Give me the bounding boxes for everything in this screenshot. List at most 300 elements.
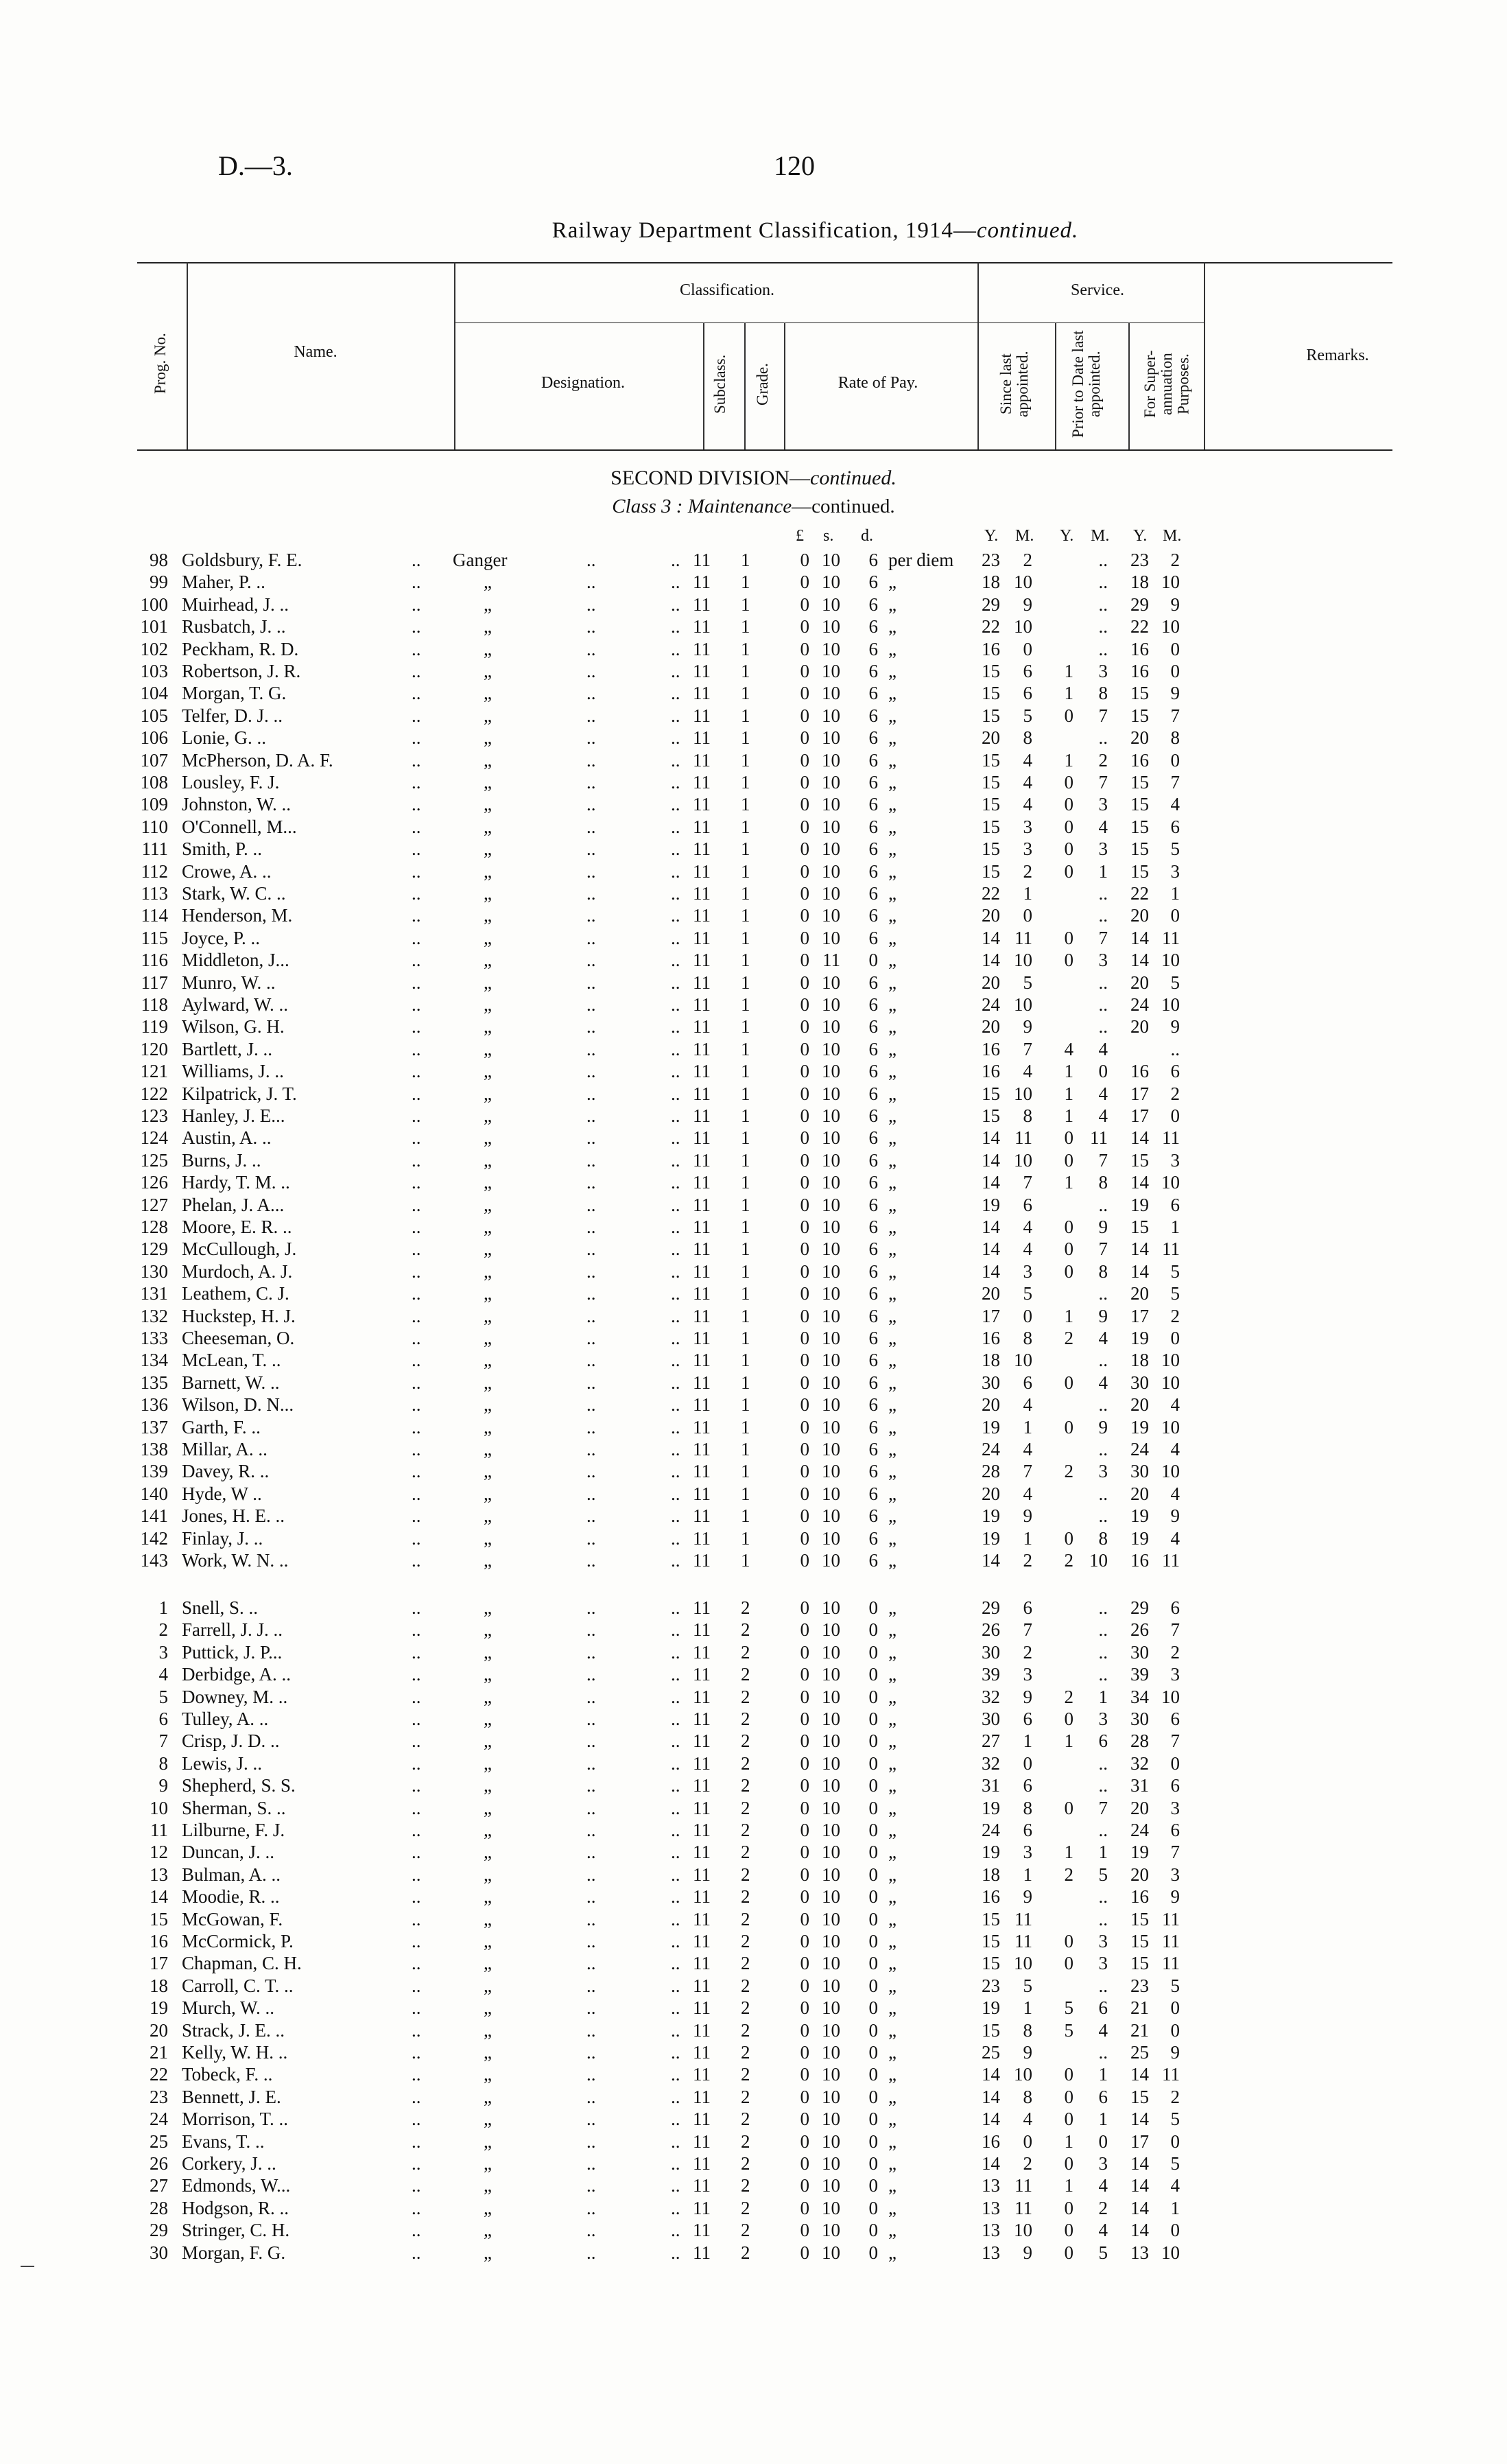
cell-grade: 1 bbox=[741, 727, 750, 749]
cell-grade: 1 bbox=[741, 749, 750, 771]
cell-prog-no: 20 bbox=[150, 2019, 168, 2041]
cell-since-years: 14 bbox=[982, 1550, 1000, 1571]
cell-grade: 1 bbox=[741, 772, 750, 793]
cell-prog-no: 4 bbox=[158, 1664, 168, 1685]
cell-pay-shillings: 10 bbox=[822, 927, 840, 948]
table-row bbox=[0, 1708, 1507, 1730]
table-row bbox=[0, 1016, 1507, 1037]
leader-dots: .. bbox=[412, 2153, 421, 2174]
leader-dots: .. bbox=[671, 1619, 680, 1641]
cell-pay-shillings: 10 bbox=[822, 905, 840, 926]
cell-pay-pounds: 0 bbox=[800, 1260, 809, 1282]
cell-prior-years: 1 bbox=[1064, 1172, 1073, 1193]
cell-grade: 1 bbox=[741, 1038, 750, 1059]
cell-subclass: 11 bbox=[693, 1842, 711, 1863]
cell-since-years: 19 bbox=[982, 1797, 1000, 1818]
cell-pay-pence: 6 bbox=[868, 1061, 878, 1082]
cell-prior-months: 1 bbox=[1098, 2109, 1108, 2130]
cell-pay-shillings: 10 bbox=[822, 1483, 840, 1504]
cell-pay-pounds: 0 bbox=[800, 2242, 809, 2263]
cell-pay-pounds: 0 bbox=[800, 883, 809, 904]
cell-grade: 1 bbox=[741, 1505, 750, 1527]
cell-pay-unit: „ bbox=[888, 1083, 897, 1104]
cell-designation: „ bbox=[484, 2086, 492, 2107]
leader-dots: .. bbox=[586, 1260, 596, 1282]
cell-grade: 2 bbox=[741, 2175, 750, 2196]
cell-designation: „ bbox=[484, 1886, 492, 1908]
leader-dots: .. bbox=[412, 572, 421, 593]
cell-name: Strack, J. E. .. bbox=[182, 2019, 285, 2041]
cell-subclass: 11 bbox=[693, 1305, 711, 1326]
cell-super-months: 7 bbox=[1170, 1619, 1180, 1641]
cell-grade: 1 bbox=[741, 1083, 750, 1104]
table-row bbox=[0, 1752, 1507, 1774]
cell-subclass: 11 bbox=[693, 638, 711, 659]
leader-dots: .. bbox=[586, 1619, 596, 1641]
cell-prior-months: 1 bbox=[1098, 1842, 1108, 1863]
cell-super-months: 9 bbox=[1170, 1016, 1180, 1037]
cell-prior-years: 1 bbox=[1064, 749, 1073, 771]
leader-dots: .. bbox=[671, 2220, 680, 2241]
cell-pay-shillings: 10 bbox=[822, 2019, 840, 2041]
leader-dots: .. bbox=[671, 972, 680, 993]
cell-prior-years: 0 bbox=[1064, 1931, 1073, 1951]
table-row bbox=[0, 549, 1507, 571]
cell-name: Peckham, R. D. bbox=[182, 638, 299, 659]
cell-designation: „ bbox=[484, 1083, 492, 1104]
cell-pay-pence: 6 bbox=[868, 1550, 878, 1571]
cell-designation: „ bbox=[484, 1461, 492, 1482]
cell-super-years: 20 bbox=[1130, 1483, 1149, 1504]
cell-since-years: 19 bbox=[982, 1505, 1000, 1527]
cell-since-years: 29 bbox=[982, 594, 1000, 615]
cell-pay-pence: 0 bbox=[868, 950, 878, 971]
cell-subclass: 11 bbox=[693, 1016, 711, 1037]
cell-name: Lewis, J. .. bbox=[182, 1752, 262, 1774]
leader-dots: .. bbox=[671, 1461, 680, 1482]
cell-name: Bartlett, J. .. bbox=[182, 1038, 272, 1059]
leader-dots: .. bbox=[671, 1061, 680, 1082]
cell-grade: 1 bbox=[741, 1328, 750, 1348]
cell-subclass: 11 bbox=[693, 2153, 711, 2174]
leader-dots: .. bbox=[412, 550, 421, 570]
cell-pay-shillings: 10 bbox=[822, 1194, 840, 1215]
cell-since-months: 10 bbox=[1014, 1350, 1032, 1371]
table-row bbox=[0, 1619, 1507, 1641]
cell-since-years: 24 bbox=[982, 1439, 1000, 1459]
leader-dots: .. bbox=[412, 1953, 421, 1974]
cell-since-years: 19 bbox=[982, 1527, 1000, 1549]
leader-dots: .. bbox=[412, 1505, 421, 1527]
cell-super-months: 10 bbox=[1161, 572, 1180, 593]
cell-prior-years: 1 bbox=[1064, 1730, 1073, 1752]
cell-name: Morgan, T. G. bbox=[182, 683, 287, 704]
cell-name: Burns, J. .. bbox=[182, 1149, 261, 1171]
cell-prior-months: 4 bbox=[1098, 2019, 1108, 2041]
cell-prior-years: 1 bbox=[1064, 1061, 1073, 1082]
leader-dots: .. bbox=[671, 1328, 680, 1348]
cell-subclass: 11 bbox=[693, 2242, 711, 2263]
cell-pay-unit: „ bbox=[888, 1127, 897, 1149]
leader-dots: .. bbox=[586, 705, 596, 726]
table-row bbox=[0, 1060, 1507, 1082]
cell-designation: „ bbox=[484, 772, 492, 793]
cell-prior-years: 1 bbox=[1064, 1842, 1073, 1863]
cell-since-months: 11 bbox=[1014, 927, 1032, 948]
cell-super-years: 20 bbox=[1130, 1016, 1149, 1037]
cell-name: Morgan, F. G. bbox=[182, 2242, 286, 2263]
leader-dots: .. bbox=[671, 1953, 680, 1974]
cell-pay-pounds: 0 bbox=[800, 1908, 809, 1929]
leader-dots: .. bbox=[586, 772, 596, 793]
cell-prog-no: 127 bbox=[140, 1194, 168, 1215]
cell-since-months: 10 bbox=[1014, 2220, 1032, 2241]
cell-prior-years: 1 bbox=[1064, 661, 1073, 681]
cell-super-months: 10 bbox=[1161, 1461, 1180, 1482]
cell-designation: „ bbox=[484, 1217, 492, 1237]
cell-designation: „ bbox=[484, 2197, 492, 2218]
cell-prior-years: 0 bbox=[1064, 927, 1073, 948]
cell-pay-shillings: 10 bbox=[822, 727, 840, 749]
leader-dots: .. bbox=[586, 1775, 596, 1796]
cell-subclass: 11 bbox=[693, 1864, 711, 1885]
cell-prior-years: 0 bbox=[1064, 2086, 1073, 2107]
cell-pay-pence: 6 bbox=[868, 1260, 878, 1282]
table-row bbox=[0, 1483, 1507, 1505]
cell-grade: 2 bbox=[741, 1619, 750, 1641]
leader-dots: .. bbox=[586, 1527, 596, 1549]
cell-designation: „ bbox=[484, 638, 492, 659]
cell-since-years: 13 bbox=[982, 2197, 1000, 2218]
cell-super-years: 22 bbox=[1130, 883, 1149, 904]
cell-designation: „ bbox=[484, 1505, 492, 1527]
cell-super-years: 30 bbox=[1130, 1461, 1149, 1482]
cell-prior-months: 6 bbox=[1098, 2086, 1108, 2107]
cell-super-months: 2 bbox=[1170, 1083, 1180, 1104]
cell-pay-pence: 6 bbox=[868, 905, 878, 926]
table-row bbox=[0, 949, 1507, 971]
cell-pay-unit: „ bbox=[888, 1483, 897, 1504]
cell-subclass: 11 bbox=[693, 2109, 711, 2130]
cell-since-months: 3 bbox=[1023, 1664, 1032, 1685]
leader-dots: .. bbox=[412, 749, 421, 771]
cell-super-years: 16 bbox=[1130, 661, 1149, 681]
leader-dots: .. bbox=[412, 860, 421, 882]
cell-name: Muirhead, J. .. bbox=[182, 594, 289, 615]
cell-pay-unit: „ bbox=[888, 2197, 897, 2218]
cell-pay-pence: 0 bbox=[868, 2197, 878, 2218]
leader-dots: .. bbox=[412, 994, 421, 1015]
cell-pay-pounds: 0 bbox=[800, 1842, 809, 1863]
cell-since-months: 0 bbox=[1023, 2131, 1032, 2152]
cell-since-months: 1 bbox=[1023, 883, 1032, 904]
cell-pay-pounds: 0 bbox=[800, 2019, 809, 2041]
cell-designation: „ bbox=[484, 705, 492, 726]
cell-prog-no: 112 bbox=[141, 860, 168, 882]
cell-pay-unit: „ bbox=[888, 749, 897, 771]
cell-grade: 2 bbox=[741, 2086, 750, 2107]
cell-since-months: 4 bbox=[1023, 1061, 1032, 1082]
cell-since-years: 26 bbox=[982, 1619, 1000, 1641]
cell-pay-unit: „ bbox=[888, 905, 897, 926]
cell-super-years: 14 bbox=[1130, 2153, 1149, 2174]
cell-designation: „ bbox=[484, 1664, 492, 1685]
cell-pay-pounds: 0 bbox=[800, 2086, 809, 2107]
cell-pay-pence: 6 bbox=[868, 550, 878, 570]
cell-since-years: 15 bbox=[982, 794, 1000, 815]
cell-since-months: 11 bbox=[1014, 2175, 1032, 2196]
cell-super-months: 7 bbox=[1170, 705, 1180, 726]
cell-since-months: 9 bbox=[1023, 594, 1032, 615]
cell-super-years: 30 bbox=[1130, 1709, 1149, 1729]
cell-pay-unit: „ bbox=[888, 594, 897, 615]
cell-designation: „ bbox=[484, 1394, 492, 1416]
cell-prior-years: 1 bbox=[1064, 1083, 1073, 1104]
cell-subclass: 11 bbox=[693, 1416, 711, 1438]
cell-pay-unit: „ bbox=[888, 838, 897, 860]
table-row bbox=[0, 1083, 1507, 1105]
cell-super-years: 14 bbox=[1130, 1127, 1149, 1149]
leader-dots: .. bbox=[586, 2153, 596, 2174]
table-row bbox=[0, 1908, 1507, 1930]
leader-dots: .. bbox=[671, 1394, 680, 1416]
leader-dots: .. bbox=[586, 661, 596, 681]
cell-super-months: 3 bbox=[1170, 1797, 1180, 1818]
cell-since-years: 14 bbox=[982, 2109, 1000, 2130]
leader-dots: .. bbox=[586, 1461, 596, 1482]
cell-pay-pence: 0 bbox=[868, 1820, 878, 1840]
cell-pay-pounds: 0 bbox=[800, 1239, 809, 1260]
leader-dots: .. bbox=[412, 1619, 421, 1641]
cell-designation: „ bbox=[484, 1619, 492, 1641]
cell-designation: „ bbox=[484, 1550, 492, 1571]
leader-dots: .. bbox=[412, 1083, 421, 1104]
cell-name: Crowe, A. .. bbox=[182, 860, 272, 882]
cell-designation: „ bbox=[484, 2131, 492, 2152]
leader-dots: .. bbox=[412, 616, 421, 637]
cell-super-months: 1 bbox=[1170, 2197, 1180, 2218]
leader-dots: .. bbox=[671, 749, 680, 771]
table-row bbox=[0, 2019, 1507, 2041]
cell-subclass: 11 bbox=[693, 1664, 711, 1685]
table-row bbox=[0, 594, 1507, 615]
cell-prior-months: 7 bbox=[1098, 927, 1108, 948]
cell-super-months: 10 bbox=[1161, 1686, 1180, 1707]
col-divider bbox=[1055, 322, 1056, 449]
cell-pay-pence: 6 bbox=[868, 1527, 878, 1549]
table-row bbox=[0, 1216, 1507, 1238]
cell-pay-pence: 6 bbox=[868, 927, 878, 948]
cell-super-years: 21 bbox=[1130, 1997, 1149, 2019]
cell-subclass: 11 bbox=[693, 1505, 711, 1527]
cell-pay-pounds: 0 bbox=[800, 638, 809, 659]
cell-grade: 1 bbox=[741, 794, 750, 815]
cell-pay-pounds: 0 bbox=[800, 994, 809, 1015]
cell-super-months: 10 bbox=[1161, 950, 1180, 971]
cell-since-years: 15 bbox=[982, 860, 1000, 882]
leader-dots: .. bbox=[671, 1194, 680, 1215]
leader-dots: .. bbox=[412, 2109, 421, 2130]
cell-pay-pence: 0 bbox=[868, 2086, 878, 2107]
title-text: Railway Department Classification, 1914— bbox=[551, 218, 977, 243]
leader-dots: .. bbox=[586, 1372, 596, 1393]
cell-prog-no: 131 bbox=[140, 1283, 168, 1304]
leader-dots: .. bbox=[586, 1975, 596, 1996]
cell-name: Morrison, T. .. bbox=[182, 2109, 288, 2130]
cell-since-months: 5 bbox=[1023, 972, 1032, 993]
cell-super-months: 9 bbox=[1170, 594, 1180, 615]
cell-grade: 1 bbox=[741, 1394, 750, 1416]
cell-pay-unit: „ bbox=[888, 1305, 897, 1326]
cell-prior-months: .. bbox=[1098, 1975, 1108, 1996]
leader-dots: .. bbox=[586, 1730, 596, 1752]
cell-pay-pence: 0 bbox=[868, 2064, 878, 2085]
cell-prior-months: 3 bbox=[1098, 661, 1108, 681]
leader-dots: .. bbox=[412, 816, 421, 837]
cell-pay-pounds: 0 bbox=[800, 905, 809, 926]
cell-prog-no: 128 bbox=[140, 1217, 168, 1237]
cell-super-years: 19 bbox=[1130, 1416, 1149, 1438]
cell-prior-months: .. bbox=[1098, 2042, 1108, 2063]
cell-since-months: 2 bbox=[1023, 1550, 1032, 1571]
cell-pay-shillings: 10 bbox=[822, 2242, 840, 2263]
col-header-name: Name. bbox=[294, 343, 337, 361]
cell-prog-no: 106 bbox=[140, 727, 168, 749]
cell-prior-months: .. bbox=[1098, 638, 1108, 659]
table-row bbox=[0, 1282, 1507, 1304]
cell-since-months: 11 bbox=[1014, 1127, 1032, 1149]
cell-name: Hodgson, R. .. bbox=[182, 2197, 289, 2218]
cell-pay-pounds: 0 bbox=[800, 1864, 809, 1885]
leader-dots: .. bbox=[586, 1820, 596, 1840]
cell-grade: 2 bbox=[741, 1664, 750, 1685]
leader-dots: .. bbox=[412, 1061, 421, 1082]
cell-prior-years: 0 bbox=[1064, 950, 1073, 971]
cell-pay-shillings: 10 bbox=[822, 1305, 840, 1326]
cell-pay-unit: „ bbox=[888, 1975, 897, 1996]
cell-prog-no: 135 bbox=[140, 1372, 168, 1393]
cell-prior-months: 3 bbox=[1098, 950, 1108, 971]
cell-name: Lonie, G. .. bbox=[182, 727, 266, 749]
cell-super-months: 9 bbox=[1170, 683, 1180, 704]
cell-designation: „ bbox=[484, 1931, 492, 1951]
table-row bbox=[0, 1438, 1507, 1460]
cell-pay-pence: 6 bbox=[868, 572, 878, 593]
cell-pay-unit: „ bbox=[888, 972, 897, 993]
cell-super-months: 10 bbox=[1161, 2242, 1180, 2263]
cell-since-years: 15 bbox=[982, 1105, 1000, 1126]
cell-prog-no: 130 bbox=[140, 1260, 168, 1282]
cell-super-years: 24 bbox=[1130, 994, 1149, 1015]
cell-super-months: 6 bbox=[1170, 1709, 1180, 1729]
table-row bbox=[0, 2197, 1507, 2219]
leader-dots: .. bbox=[586, 2220, 596, 2241]
cell-since-months: 7 bbox=[1023, 1038, 1032, 1059]
cell-prog-no: 105 bbox=[140, 705, 168, 726]
leader-dots: .. bbox=[586, 2019, 596, 2041]
cell-super-months: 4 bbox=[1170, 1439, 1180, 1459]
cell-prior-months: 4 bbox=[1098, 2175, 1108, 2196]
cell-grade: 1 bbox=[741, 1172, 750, 1193]
cell-pay-shillings: 10 bbox=[822, 1997, 840, 2019]
cell-pay-shillings: 10 bbox=[822, 2197, 840, 2218]
cell-pay-unit: „ bbox=[888, 1505, 897, 1527]
cell-prog-no: 138 bbox=[140, 1439, 168, 1459]
col-header-remarks: Remarks. bbox=[1306, 347, 1369, 364]
cell-name: Hardy, T. M. .. bbox=[182, 1172, 290, 1193]
cell-since-years: 15 bbox=[982, 749, 1000, 771]
leader-dots: .. bbox=[586, 727, 596, 749]
cell-super-months: 11 bbox=[1162, 1908, 1180, 1929]
leader-dots: .. bbox=[671, 1372, 680, 1393]
leader-dots: .. bbox=[671, 661, 680, 681]
cell-prior-months: 8 bbox=[1098, 1527, 1108, 1549]
cell-super-months: 4 bbox=[1170, 1483, 1180, 1504]
col-header-grade: Grade. bbox=[754, 363, 771, 406]
cell-prog-no: 109 bbox=[140, 794, 168, 815]
table-row bbox=[0, 1730, 1507, 1752]
cell-since-years: 20 bbox=[982, 905, 1000, 926]
cell-since-years: 23 bbox=[982, 550, 1000, 570]
cell-since-months: 4 bbox=[1023, 1439, 1032, 1459]
cell-prior-months: .. bbox=[1098, 1283, 1108, 1304]
cell-name: Millar, A. .. bbox=[182, 1439, 268, 1459]
leader-dots: .. bbox=[412, 1372, 421, 1393]
cell-since-months: 4 bbox=[1023, 2109, 1032, 2130]
cell-since-months: 10 bbox=[1014, 1083, 1032, 1104]
cell-grade: 1 bbox=[741, 927, 750, 948]
cell-super-months: 3 bbox=[1170, 1864, 1180, 1885]
cell-grade: 2 bbox=[741, 1797, 750, 1818]
cell-pay-pence: 6 bbox=[868, 838, 878, 860]
leader-dots: .. bbox=[671, 572, 680, 593]
cell-since-months: 7 bbox=[1023, 1172, 1032, 1193]
leader-dots: .. bbox=[671, 927, 680, 948]
cell-grade: 2 bbox=[741, 1709, 750, 1729]
cell-pay-pence: 0 bbox=[868, 1752, 878, 1774]
cell-prog-no: 116 bbox=[141, 950, 168, 971]
cell-since-months: 0 bbox=[1023, 1752, 1032, 1774]
table-row bbox=[0, 2086, 1507, 2108]
cell-name: Crisp, J. D. .. bbox=[182, 1730, 280, 1752]
cell-grade: 1 bbox=[741, 1217, 750, 1237]
cell-pay-pence: 6 bbox=[868, 661, 878, 681]
cell-subclass: 11 bbox=[693, 1328, 711, 1348]
cell-prior-months: .. bbox=[1098, 1775, 1108, 1796]
cell-name: Downey, M. .. bbox=[182, 1686, 288, 1707]
leader-dots: .. bbox=[586, 1394, 596, 1416]
cell-subclass: 11 bbox=[693, 1083, 711, 1104]
cell-designation: „ bbox=[484, 860, 492, 882]
cell-subclass: 11 bbox=[693, 816, 711, 837]
cell-pay-pence: 6 bbox=[868, 1283, 878, 1304]
cell-grade: 1 bbox=[741, 838, 750, 860]
cell-name: McCormick, P. bbox=[182, 1931, 294, 1951]
cell-grade: 1 bbox=[741, 1550, 750, 1571]
cell-super-months: 11 bbox=[1162, 1953, 1180, 1974]
cell-prog-no: 119 bbox=[141, 1016, 168, 1037]
leader-dots: .. bbox=[671, 2153, 680, 2174]
cell-pay-unit: „ bbox=[888, 816, 897, 837]
cell-pay-pounds: 0 bbox=[800, 1505, 809, 1527]
cell-pay-unit: „ bbox=[888, 860, 897, 882]
unit-shillings: s. bbox=[823, 527, 834, 545]
leader-dots: .. bbox=[671, 1775, 680, 1796]
cell-since-years: 14 bbox=[982, 1149, 1000, 1171]
leader-dots: .. bbox=[671, 1820, 680, 1840]
cell-prior-months: 1 bbox=[1098, 2064, 1108, 2085]
cell-pay-shillings: 10 bbox=[822, 1217, 840, 1237]
